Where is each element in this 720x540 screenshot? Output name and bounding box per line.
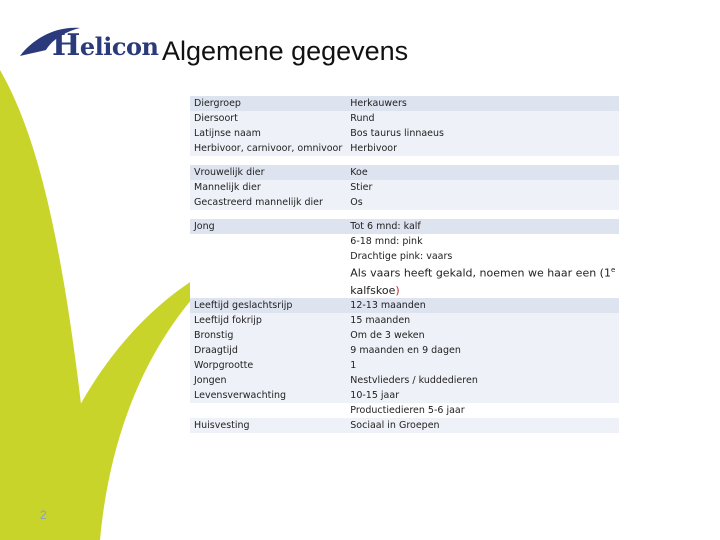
value-jong-note-2: kalfskoe) xyxy=(346,282,619,298)
value-diersoort: Rund xyxy=(346,111,619,126)
label-huisvesting: Huisvesting xyxy=(190,418,346,433)
table-row xyxy=(190,180,619,195)
value-diergroep: Herkauwers xyxy=(346,96,619,111)
label-latijnse-naam: Latijnse naam xyxy=(190,126,346,141)
table-row xyxy=(190,328,619,343)
label-jong: Jong xyxy=(190,219,346,234)
table-row xyxy=(190,126,619,141)
value-jong-3: Drachtige pink: vaars xyxy=(346,249,619,264)
label-geslachtsrijp: Leeftijd geslachtsrijp xyxy=(190,298,346,313)
page-number: 2 xyxy=(40,508,47,522)
table-row xyxy=(190,249,619,264)
label-diergroep: Diergroep xyxy=(190,96,346,111)
value-mannelijk: Stier xyxy=(346,180,619,195)
table-row xyxy=(190,298,619,313)
value-jong-2: 6-18 mnd: pink xyxy=(346,234,619,249)
table-row xyxy=(190,96,619,111)
value-voeding: Herbivoor xyxy=(346,141,619,156)
value-bronstig: Om de 3 weken xyxy=(346,328,619,343)
table-row xyxy=(190,195,619,210)
table-row xyxy=(190,418,619,433)
table-row xyxy=(190,264,619,282)
label-diersoort: Diersoort xyxy=(190,111,346,126)
value-jongen: Nestvlieders / kuddedieren xyxy=(346,373,619,388)
table-row xyxy=(190,343,619,358)
value-fokrijp: 15 maanden xyxy=(346,313,619,328)
value-latijnse-naam: Bos taurus linnaeus xyxy=(346,126,619,141)
value-jong-1: Tot 6 mnd: kalf xyxy=(346,219,619,234)
value-levensverwachting: 10-15 jaar xyxy=(346,388,619,403)
label-vrouwelijk: Vrouwelijk dier xyxy=(190,165,346,180)
label-worpgrootte: Worpgrootte xyxy=(190,358,346,373)
label-voeding: Herbivoor, carnivoor, omnivoor xyxy=(190,141,346,156)
table-row xyxy=(190,358,619,373)
value-worpgrootte: 1 xyxy=(346,358,619,373)
table-row xyxy=(190,219,619,234)
value-jong-note: Als vaars heeft gekald, noemen we haar een (1e xyxy=(346,264,619,282)
label-levensverwachting: Levensverwachting xyxy=(190,388,346,403)
value-vrouwelijk: Koe xyxy=(346,165,619,180)
value-draagtijd: 9 maanden en 9 dagen xyxy=(346,343,619,358)
page-title: Algemene gegevens xyxy=(162,36,409,66)
value-huisvesting: Sociaal in Groepen xyxy=(346,418,619,433)
table-row xyxy=(190,388,619,403)
table-row xyxy=(190,111,619,126)
value-productiedieren: Productiedieren 5-6 jaar xyxy=(346,403,619,418)
label-bronstig: Bronstig xyxy=(190,328,346,343)
table-row xyxy=(190,282,619,298)
table-row xyxy=(190,165,619,180)
table-row xyxy=(190,141,619,156)
table-row xyxy=(190,313,619,328)
label-draagtijd: Draagtijd xyxy=(190,343,346,358)
label-mannelijk: Mannelijk dier xyxy=(190,180,346,195)
helicon-logo-text: Helicon xyxy=(52,28,159,63)
table-row xyxy=(190,234,619,249)
label-jongen: Jongen xyxy=(190,373,346,388)
table-row xyxy=(190,373,619,388)
table-row xyxy=(190,403,619,418)
label-fokrijp: Leeftijd fokrijp xyxy=(190,313,346,328)
label-gecastreerd: Gecastreerd mannelijk dier xyxy=(190,195,346,210)
value-geslachtsrijp: 12-13 maanden xyxy=(346,298,619,313)
info-table xyxy=(190,96,619,433)
value-gecastreerd: Os xyxy=(346,195,619,210)
